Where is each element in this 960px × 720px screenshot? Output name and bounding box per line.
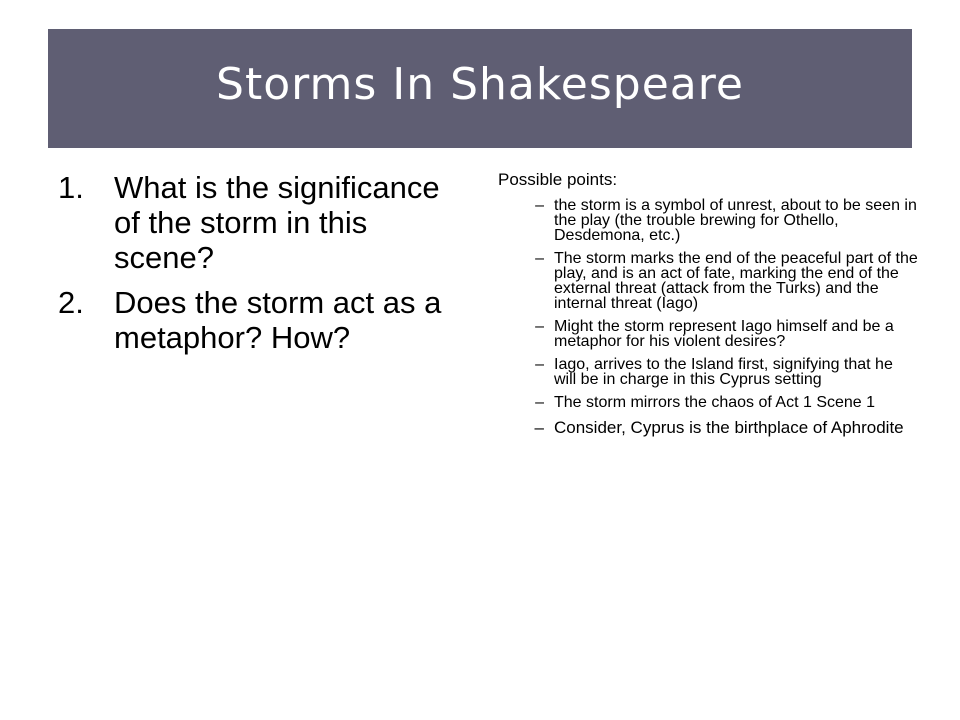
question-list bbox=[58, 170, 458, 365]
question-item bbox=[58, 285, 458, 355]
point-item bbox=[498, 357, 918, 387]
question-number: 1. bbox=[58, 170, 84, 205]
point-text: The storm mirrors the chaos of Act 1 Scene 1 bbox=[554, 394, 876, 411]
point-text: Consider, Cyprus is the birthplace of Aphrodite bbox=[554, 418, 904, 437]
point-text: The storm marks the end of the peaceful part of the play, and is an act of fate, marking the end of the external threat (attack from the Turks) and the internal threat (Iago) bbox=[554, 250, 918, 312]
dash-bullet: – bbox=[535, 250, 544, 267]
point-list bbox=[498, 198, 918, 438]
point-text: Iago, arrives to the Island first, signifying that he will be in charge in this Cyprus setting bbox=[554, 356, 893, 388]
dash-bullet: – bbox=[534, 418, 544, 437]
point-item bbox=[498, 319, 918, 349]
points-heading: Possible points: bbox=[498, 170, 618, 189]
dash-bullet: – bbox=[535, 356, 544, 373]
title-bar bbox=[48, 29, 912, 148]
question-text: Does the storm act as a metaphor? How? bbox=[114, 285, 442, 355]
dash-bullet: – bbox=[535, 318, 544, 335]
point-item bbox=[498, 418, 918, 438]
point-item bbox=[498, 395, 918, 410]
possible-points bbox=[498, 170, 918, 446]
slide-title: Storms In Shakespeare bbox=[216, 59, 744, 110]
point-item bbox=[498, 251, 918, 311]
question-text: What is the significance of the storm in this scene? bbox=[114, 170, 440, 275]
dash-bullet: – bbox=[535, 197, 544, 214]
point-item bbox=[498, 198, 918, 243]
point-text: the storm is a symbol of unrest, about to be seen in the play (the trouble brewing for Othello, Desdemona, etc.) bbox=[554, 197, 917, 244]
dash-bullet: – bbox=[535, 394, 544, 411]
question-number: 2. bbox=[58, 285, 84, 320]
point-text: Might the storm represent Iago himself and be a metaphor for his violent desires? bbox=[554, 318, 894, 350]
question-item bbox=[58, 170, 458, 275]
